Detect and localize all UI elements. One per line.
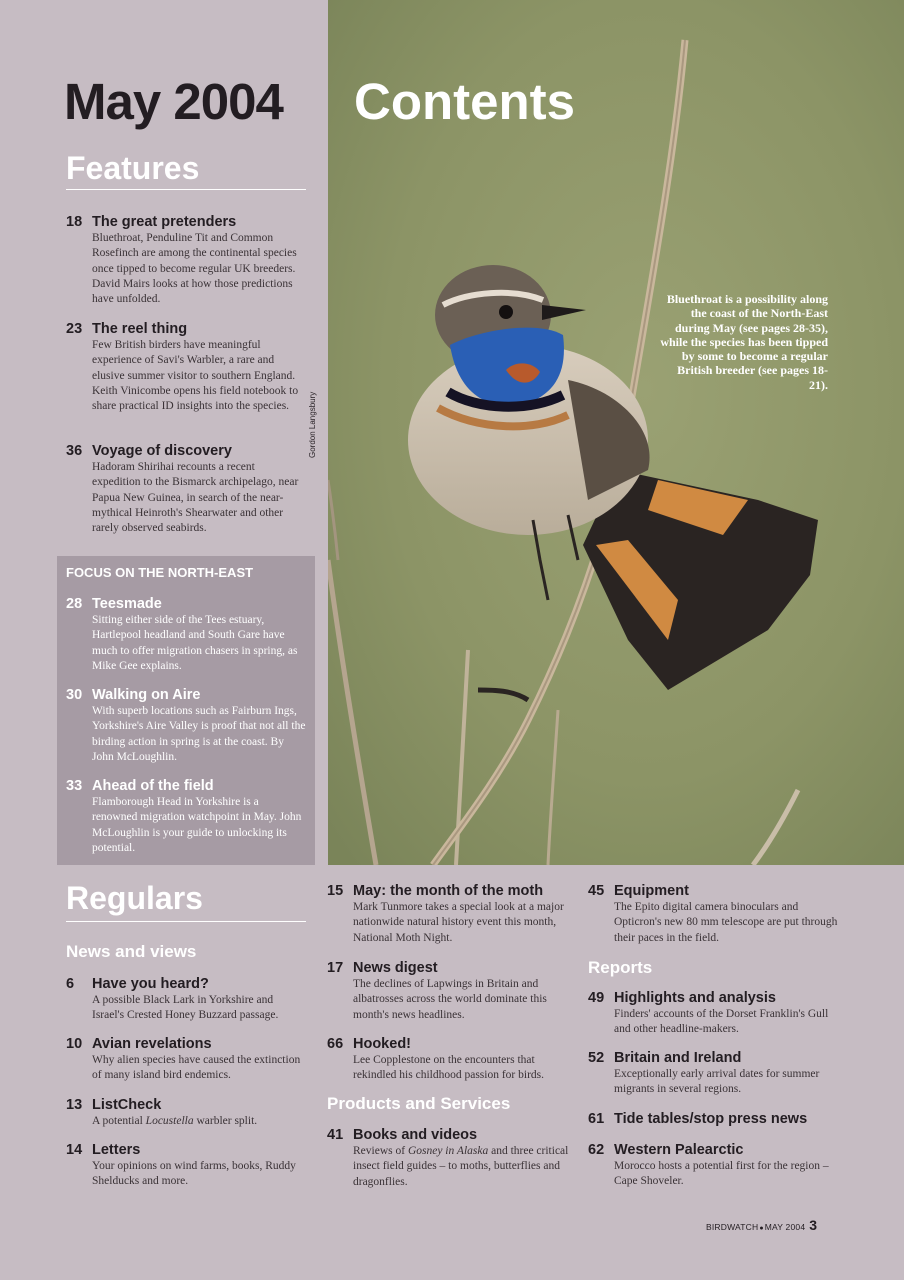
regular-title: May: the month of the moth <box>353 883 544 899</box>
regular-item[interactable] <box>66 976 306 1024</box>
regular-desc: Why alien species have caused the extinction of many island bird endemics. <box>92 1054 301 1082</box>
report-item[interactable] <box>588 1142 838 1190</box>
page-number: 45 <box>588 883 605 899</box>
product-desc: The Epito digital camera binoculars and Opticron's new 80 mm telescope are put through their paces in the field. <box>614 901 838 944</box>
product-title: Equipment <box>614 883 689 899</box>
report-title: Britain and Ireland <box>614 1050 742 1066</box>
features-heading: Features <box>66 150 200 186</box>
feature-desc: Hadoram Shirihai recounts a recent expedition to the Bismarck archipelago, near Papua New Guinea, in search of the near-mythical Heinroth's Shearwater and other rarely observed seabirds. <box>92 461 299 535</box>
italic-species: Locustella <box>145 1115 194 1127</box>
page-number: 23 <box>66 321 83 337</box>
report-title: Western Palearctic <box>614 1142 744 1158</box>
focus-item[interactable] <box>66 596 306 674</box>
regular-item[interactable] <box>66 1097 306 1129</box>
page-number: 61 <box>588 1111 605 1127</box>
focus-title: Teesmade <box>92 596 162 612</box>
regular-title: Hooked! <box>353 1036 411 1052</box>
regular-title: Letters <box>92 1142 141 1158</box>
report-item[interactable] <box>588 1050 838 1098</box>
photo-caption: Bluethroat is a possibility along the coast of the North-East during May (see pages 28-35), while the species has been tipped by some to become a regular British breeder (see pages 18-21). <box>660 292 828 392</box>
feature-desc: Bluethroat, Penduline Tit and Common Rosefinch are among the continental species once tipped to become regular UK breeders. David Mairs looks at how those predictions have unfolded. <box>92 232 297 306</box>
feature-title: The reel thing <box>92 321 188 337</box>
footer-date: MAY 2004 <box>764 1222 806 1232</box>
feature-desc: Few British birders have meaningful experience of Savi's Warbler, a rare and elusive summer visitor to southern England. Keith Vinicombe opens his field notebook to share practical ID insights into the species. <box>92 339 299 413</box>
focus-desc: Sitting either side of the Tees estuary, Hartlepool headland and South Gare have much to offer migration chasers in spring, as Mike Gee explains. <box>92 614 298 672</box>
page-number: 30 <box>66 687 83 703</box>
feature-item[interactable] <box>66 321 306 414</box>
focus-item[interactable] <box>66 778 306 856</box>
page-number: 62 <box>588 1142 605 1158</box>
page-number-footer: 3 <box>809 1217 818 1233</box>
page-number: 66 <box>327 1036 344 1052</box>
page-number: 6 <box>66 976 75 992</box>
magazine-name: BIRDWATCH <box>706 1222 759 1232</box>
footer-bullet: ● <box>759 1225 764 1232</box>
page-number: 52 <box>588 1050 605 1066</box>
regular-title: Avian revelations <box>92 1036 212 1052</box>
page-number: 41 <box>327 1127 344 1143</box>
focus-desc: With superb locations such as Fairburn Ings, Yorkshire's Aire Valley is proof that not all the birding action in spring is at the coast. By John McLoughlin. <box>92 705 306 763</box>
regular-item[interactable] <box>327 883 575 946</box>
regular-title: News digest <box>353 960 438 976</box>
page-number: 17 <box>327 960 344 976</box>
page-number: 15 <box>327 883 344 899</box>
page-footer <box>706 1217 817 1235</box>
feature-title: The great pretenders <box>92 214 237 230</box>
focus-item[interactable] <box>66 687 306 765</box>
products-heading: Products and Services <box>327 1094 511 1113</box>
regular-item[interactable] <box>327 1036 575 1084</box>
regular-desc: The declines of Lapwings in Britain and albatrosses across the world dominate this month's news headlines. <box>353 978 547 1021</box>
page-number: 13 <box>66 1097 83 1113</box>
issue-month: May 2004 <box>64 73 283 130</box>
report-title: Highlights and analysis <box>614 990 776 1006</box>
page-number: 18 <box>66 214 83 230</box>
regular-desc: A potential Locustella warbler split. <box>92 1115 258 1127</box>
report-item[interactable] <box>588 990 838 1038</box>
report-desc: Finders' accounts of the Dorset Franklin's Gull and other headline-makers. <box>614 1008 829 1036</box>
product-item[interactable] <box>588 883 838 946</box>
focus-title: Walking on Aire <box>92 687 201 703</box>
page-number: 10 <box>66 1036 83 1052</box>
regular-desc: Mark Tunmore takes a special look at a major nationwide natural history event this month, National Moth Night. <box>353 901 564 944</box>
product-item[interactable] <box>327 1127 575 1190</box>
italic-book-title: Gosney in Alaska <box>407 1145 489 1157</box>
regular-item[interactable] <box>66 1142 306 1190</box>
feature-item[interactable] <box>66 443 306 536</box>
feature-item[interactable] <box>66 214 306 307</box>
feature-title: Voyage of discovery <box>92 443 232 459</box>
news-heading: News and views <box>66 942 197 961</box>
report-title: Tide tables/stop press news <box>614 1111 808 1127</box>
page-number: 36 <box>66 443 83 459</box>
product-title: Books and videos <box>353 1127 478 1143</box>
regular-desc: Lee Copplestone on the encounters that rekindled his childhood passion for birds. <box>353 1054 545 1082</box>
report-desc: Morocco hosts a potential first for the region – Cape Shoveler. <box>614 1160 829 1188</box>
regular-title: Have you heard? <box>92 976 209 992</box>
report-desc: Exceptionally early arrival dates for summer migrants in several regions. <box>614 1068 820 1096</box>
page-number: 49 <box>588 990 605 1006</box>
regular-title: ListCheck <box>92 1097 162 1113</box>
product-desc: Reviews of Gosney in Alaska and three critical insect field guides – to moths, butterflies and dragonflies. <box>353 1145 569 1188</box>
page-number: 33 <box>66 778 83 794</box>
regulars-rule <box>66 921 306 922</box>
report-item[interactable] <box>588 1111 838 1128</box>
page-number: 28 <box>66 596 83 612</box>
features-rule <box>66 189 306 190</box>
page-number: 14 <box>66 1142 83 1158</box>
focus-desc: Flamborough Head in Yorkshire is a renowned migration watchpoint in May. John McLoughlin is your guide to unlocking its potential. <box>92 796 302 854</box>
contents-title: Contents <box>354 73 575 130</box>
regular-desc: A possible Black Lark in Yorkshire and Israel's Crested Honey Buzzard passage. <box>92 994 279 1022</box>
regular-desc: Your opinions on wind farms, books, Ruddy Shelducks and more. <box>92 1160 296 1188</box>
reports-heading: Reports <box>588 958 653 977</box>
focus-title: Ahead of the field <box>92 778 214 794</box>
photo-credit: Gordon Langsbury <box>308 391 317 458</box>
regular-item[interactable] <box>66 1036 306 1084</box>
regulars-heading: Regulars <box>66 880 203 916</box>
focus-label: FOCUS ON THE NORTH-EAST <box>66 565 254 580</box>
regular-item[interactable] <box>327 960 575 1023</box>
